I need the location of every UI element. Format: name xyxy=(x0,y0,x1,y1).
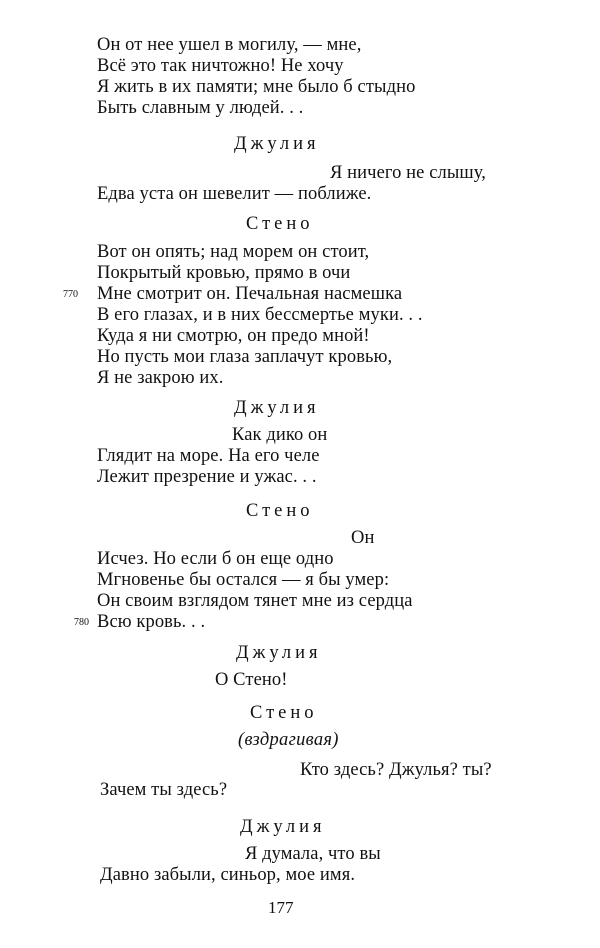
verse-line: Глядит на море. На его челе xyxy=(97,446,320,466)
stage-direction: (вздрагивая) xyxy=(238,730,339,750)
verse-line: О Стено! xyxy=(215,670,288,690)
verse-line: Зачем ты здесь? xyxy=(100,780,228,800)
verse-line: Мне смотрит он. Печальная насмешка xyxy=(97,284,403,304)
speaker-name: Джулия xyxy=(234,398,320,418)
speaker-name: Стено xyxy=(246,214,314,234)
verse-line: Я думала, что вы xyxy=(245,844,381,864)
verse-line: Всю кровь. . . xyxy=(97,612,206,632)
verse-line: Покрытый кровью, прямо в очи xyxy=(97,263,351,283)
verse-line: Он xyxy=(351,528,375,548)
verse-line: Давно забыли, синьор, мое имя. xyxy=(100,865,356,885)
verse-line: Куда я ни смотрю, он предо мной! xyxy=(97,326,370,346)
verse-line: Кто здесь? Джулья? ты? xyxy=(300,760,492,780)
verse-line: Я не закрою их. xyxy=(97,368,224,388)
verse-line: Вот он опять; над морем он стоит, xyxy=(97,242,370,262)
verse-line: Исчез. Но если б он еще одно xyxy=(97,549,334,569)
verse-line: Лежит презрение и ужас. . . xyxy=(97,467,317,487)
verse-line: В его глазах, и в них бессмертье муки. . . xyxy=(97,305,423,325)
page-number: 177 xyxy=(268,898,294,917)
speaker-name: Джулия xyxy=(234,134,320,154)
line-number: 770 xyxy=(63,289,78,300)
line-number: 780 xyxy=(74,617,89,628)
verse-line: Но пусть мои глаза заплачут кровью, xyxy=(97,347,393,367)
verse-line: Он от нее ушел в могилу, — мне, xyxy=(97,35,362,55)
verse-line: Едва уста он шевелит — поближе. xyxy=(97,184,372,204)
verse-line: Мгновенье бы остался — я бы умер: xyxy=(97,570,390,590)
verse-line: Он своим взглядом тянет мне из сердца xyxy=(97,591,413,611)
speaker-name: Джулия xyxy=(236,643,322,663)
verse-line: Быть славным у людей. . . xyxy=(97,98,304,118)
verse-line: Я жить в их памяти; мне было б стыдно xyxy=(97,77,416,97)
verse-line: Как дико он xyxy=(232,425,328,445)
verse-line: Всё это так ничтожно! Не хочу xyxy=(97,56,344,76)
speaker-name: Джулия xyxy=(240,817,326,837)
verse-line: Я ничего не слышу, xyxy=(330,163,486,183)
speaker-name: Стено xyxy=(250,703,318,723)
speaker-name: Стено xyxy=(246,501,314,521)
